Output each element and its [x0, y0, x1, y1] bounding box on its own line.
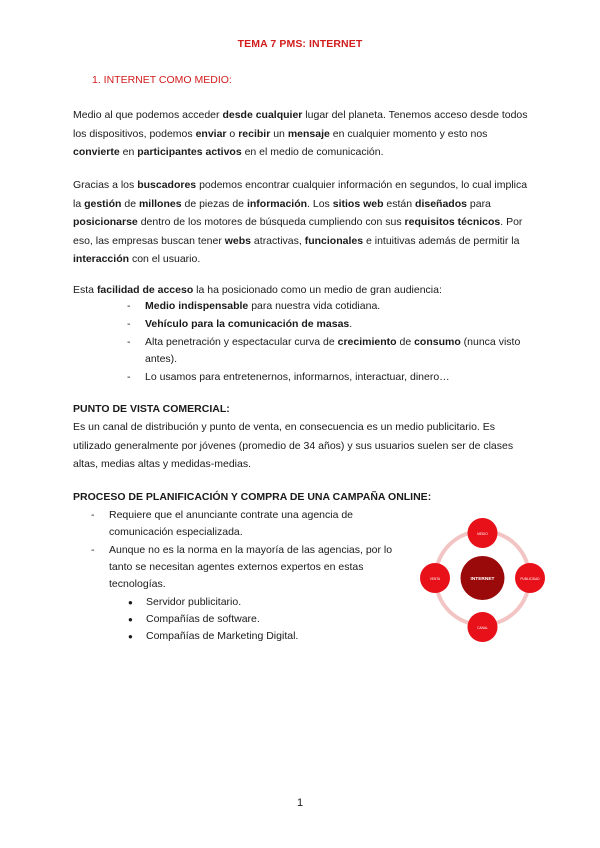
list-item: - Aunque no es la norma en la mayoría de las agencias, por lo tanto se necesitan agentes externos expertos en estas tecnologías.	[91, 542, 404, 593]
diagram-right-label: PUBLICIDAD	[520, 577, 540, 581]
internet-cycle-diagram	[415, 515, 550, 650]
commercial-paragraph: Es un canal de distribución y punto de venta, en consecuencia es un medio publicitario. Es utilizado generalmente por jóvenes (promedio de 34 años) y sus usuarios suelen ser de clases altas, medias altas y medidas-medias.	[73, 421, 514, 470]
list-item: - Requiere que el anunciante contrate una agencia de comunicación especializada.	[91, 507, 404, 541]
page-number: 1	[296, 797, 304, 809]
list-item: - Lo usamos para entretenernos, informarnos, interactuar, dinero…	[127, 369, 532, 386]
list-item: - Medio indispensable para nuestra vida cotidiana.	[127, 298, 532, 315]
list-item: - Vehículo para la comunicación de masas.	[127, 316, 532, 333]
list-item: ● Compañías de software.	[128, 611, 388, 628]
diagram-center-label: INTERNET	[470, 577, 495, 582]
diagram-top-label: MEDIO	[477, 532, 488, 536]
planning-sublist	[128, 594, 388, 645]
planning-heading: PROCESO DE PLANIFICACIÓN Y COMPRA DE UNA CAMPAÑA ONLINE:	[73, 491, 432, 503]
list-item: ● Compañías de Marketing Digital.	[128, 628, 388, 645]
list-item: - Alta penetración y espectacular curva de crecimiento de consumo (nunca visto antes).	[127, 334, 532, 368]
audience-list	[127, 298, 532, 387]
planning-list	[91, 507, 404, 594]
list-item: ● Servidor publicitario.	[128, 594, 388, 611]
paragraph-intro: Medio al que podemos acceder desde cualquier lugar del planeta. Tenemos acceso desde todos los dispositivos, podemos enviar o recibir un mensaje en cualquier momento y esto nos convierte en participantes activos en el medio de comunicación.	[73, 109, 528, 158]
paragraph-search: Gracias a los buscadores podemos encontrar cualquier información en segundos, lo cual implica la gestión de millones de piezas de información. Los sitios web están diseñados para posicionarse dentro de los motores de búsqueda cumpliendo con sus requisitos técnicos. Por eso, las empresas buscan tener webs atractivas, funcionales e intuitivas además de permitir la interacción con el usuario.	[73, 179, 528, 265]
diagram-bottom-label: CANAL	[477, 626, 488, 630]
section-heading: 1. INTERNET COMO MEDIO:	[92, 74, 232, 86]
diagram-left-label: VENTA	[429, 577, 441, 581]
page-title: TEMA 7 PMS: INTERNET	[237, 38, 363, 50]
paragraph-access: Esta facilidad de acceso la ha posicionado como un medio de gran audiencia:	[73, 284, 442, 296]
commercial-heading: PUNTO DE VISTA COMERCIAL:	[73, 403, 230, 415]
